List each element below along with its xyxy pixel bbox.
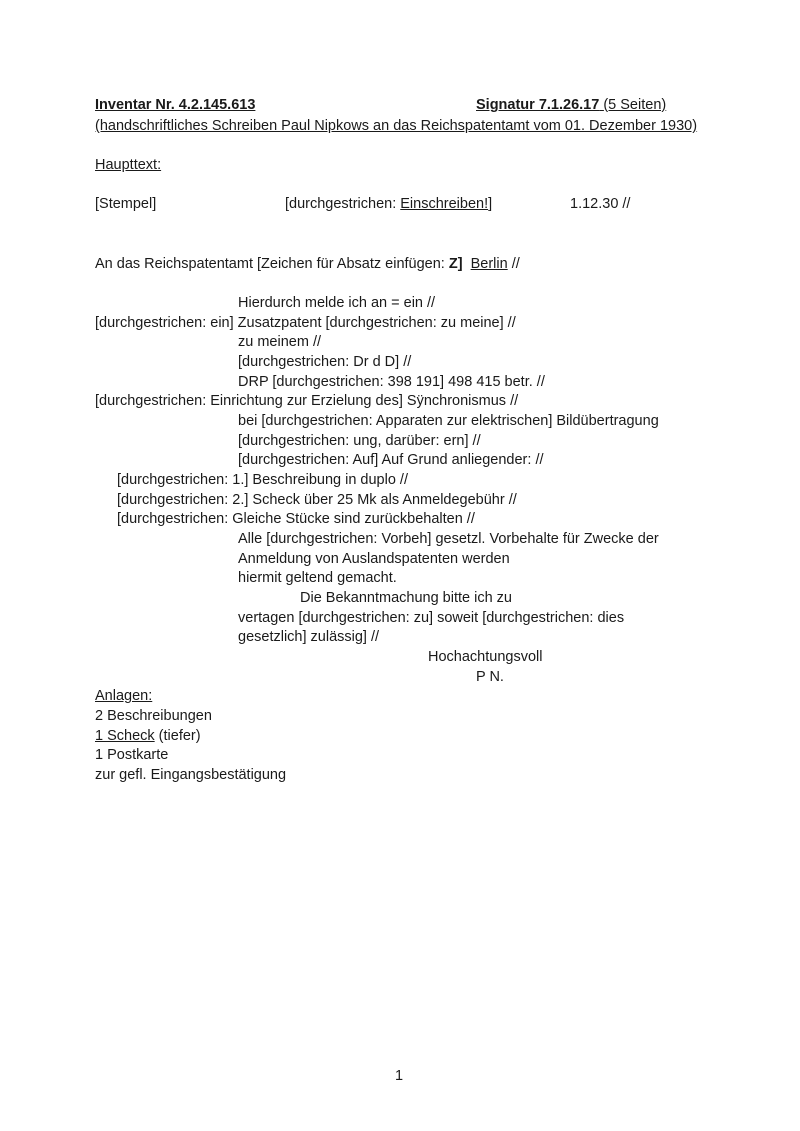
signatur-label: Signatur 7.1.26.17 [476, 97, 600, 113]
body-line: zu meinem // [238, 334, 321, 350]
body-line: bei [durchgestrichen: Apparaten zur elektrischen] Bildübertragung [238, 413, 659, 429]
body-line: [durchgestrichen: 2.] Scheck über 25 Mk als Anmeldegebühr // [117, 492, 517, 508]
body-line: Anmeldung von Auslandspatenten werden [238, 551, 510, 567]
signature-initials: P N. [476, 669, 504, 685]
struck-prefix: [durchgestrichen: [285, 196, 401, 212]
body-line: gesetzlich] zulässig] // [238, 629, 380, 645]
stamp-label: [Stempel] [95, 196, 157, 212]
section-title: Haupttext: [95, 157, 162, 173]
body-line: [durchgestrichen: ung, darüber: ern] // [238, 433, 481, 449]
body-line: hiermit geltend gemacht. [238, 570, 397, 586]
body-line: [durchgestrichen: ein] Zusatzpatent [durchgestrichen: zu meine] // [95, 315, 516, 331]
address-prefix: An das Reichspatentamt [Zeichen für Absatz einfügen: [95, 256, 449, 272]
attachments-title: Anlagen: [95, 688, 153, 704]
body-line: [durchgestrichen: Auf] Auf Grund anliegender: // [238, 452, 544, 468]
body-line: [durchgestrichen: Einrichtung zur Erzielung des] Sÿnchronismus // [95, 393, 519, 409]
attachment-item [95, 727, 201, 745]
address-bold: Z] [448, 256, 463, 272]
body-line: [durchgestrichen: Gleiche Stücke sind zurückbehalten // [117, 511, 475, 527]
struck-suffix: ] [488, 196, 493, 212]
header-underline-spacer [180, 96, 476, 114]
inventar-label: Inventar Nr. 4.2.145.613 [95, 97, 256, 113]
body-line: [durchgestrichen: Dr d D] // [238, 354, 412, 370]
body-line: Alle [durchgestrichen: Vorbeh] gesetzl. Vorbehalte für Zwecke der [238, 531, 659, 547]
body-line: Hierdurch melde ich an = ein // [238, 295, 436, 311]
attachment-item-rest: (tiefer) [154, 728, 201, 744]
signatur-line [476, 96, 666, 114]
stamp-date: 1.12.30 // [570, 196, 631, 212]
address-suffix: // [507, 256, 520, 272]
page-number: 1 [395, 1068, 404, 1084]
document-subtitle: (handschriftliches Schreiben Paul Nipkows an das Reichspatentamt vom 01. Dezember 1930) [95, 118, 698, 134]
stamp-struck-text [285, 195, 492, 213]
attachment-item: 2 Beschreibungen [95, 708, 212, 724]
body-line: vertagen [durchgestrichen: zu] soweit [durchgestrichen: dies [238, 610, 625, 626]
address-line [95, 255, 520, 273]
signatur-pages: (5 Seiten) [603, 97, 667, 113]
body-line: Die Bekanntmachung bitte ich zu [300, 590, 512, 606]
closing-line: Hochachtungsvoll [428, 649, 543, 665]
attachment-item: zur gefl. Eingangsbestätigung [95, 767, 287, 783]
struck-underlined: Einschreiben! [400, 196, 489, 212]
body-line: DRP [durchgestrichen: 398 191] 498 415 betr. // [238, 374, 545, 390]
attachment-item-underlined: 1 Scheck [95, 728, 155, 744]
attachment-item: 1 Postkarte [95, 747, 169, 763]
address-city: Berlin [470, 256, 508, 272]
body-line: [durchgestrichen: 1.] Beschreibung in duplo // [117, 472, 408, 488]
